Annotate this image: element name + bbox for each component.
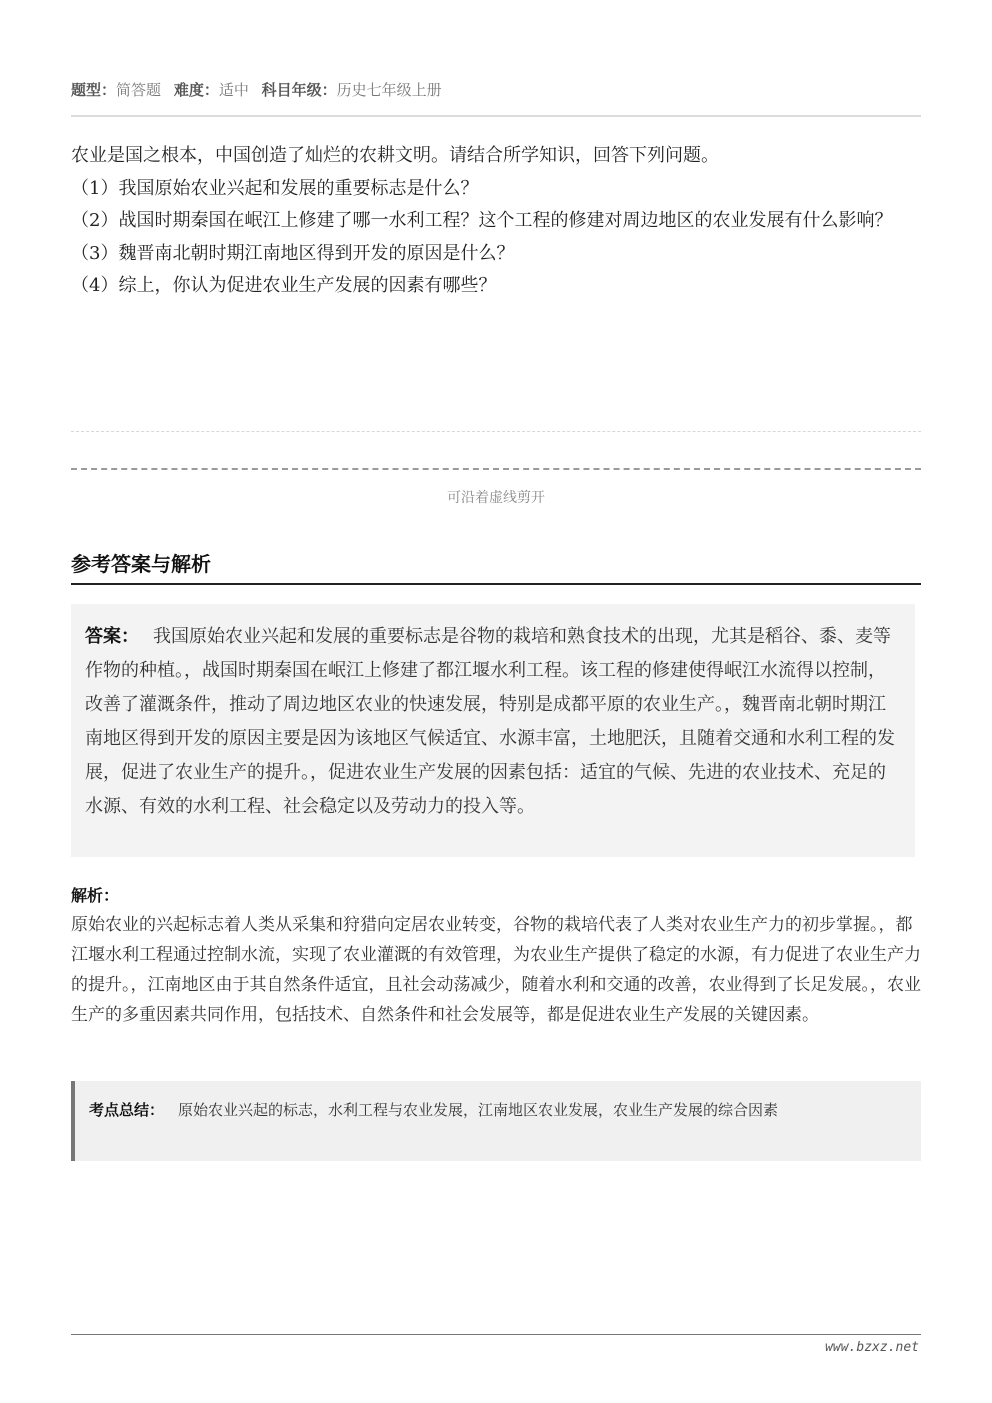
section-title: 参考答案与解析 [71,552,211,576]
type-label: 题型： [71,81,117,99]
type-value: 简答题 [116,81,162,99]
difficulty-label: 难度： [173,81,219,99]
footer-divider [71,1334,921,1335]
cut-note: 可沿着虚线剪开 [447,490,545,506]
cut-line [71,468,921,470]
answer-box [71,604,915,857]
question-body [71,140,921,303]
answer-label: 答案： [85,626,139,647]
answer-text: 我国原始农业兴起和发展的重要标志是谷物的栽培和熟食技术的出现，尤其是稻谷、黍、麦等作物的种植。，战国时期秦国在岷江上修建了都江堰水利工程。该工程的修建使得岷江水流得以控制，改善了灌溉条件，推动了周边地区农业的快速发展，特别是成都平原的农业生产。，魏晋南北朝时期江南地区得到开发的原因主要是因为该地区气候适宜、水源丰富，土地肥沃，且随着交通和水利工程的发展，促进了农业生产的提升。，促进农业生产发展的因素包括：适宜的气候、先进的农业技术、充足的水源、有效的水利工程、社会稳定以及劳动力的投入等。 [85,626,895,817]
footer-url: www.bzxz.net [825,1340,919,1355]
summary-box [71,1081,921,1161]
summary-text: 原始农业兴起的标志，水利工程与农业发展，江南地区农业发展，农业生产发展的综合因素 [178,1101,779,1119]
subject-label: 科目年级： [261,81,337,99]
question-intro: 农业是国之根本，中国创造了灿烂的农耕文明。请结合所学知识，回答下列问题。 [71,145,719,166]
question-item: （3）魏晋南北朝时期江南地区得到开发的原因是什么？ [71,242,515,264]
answer-space-divider [71,431,921,432]
summary-label: 考点总结： [89,1101,165,1119]
question-item: （4）综上，你认为促进农业生产发展的因素有哪些？ [71,275,497,296]
difficulty-value: 适中 [218,81,249,99]
analysis-text: 原始农业的兴起标志着人类从采集和狩猎向定居农业转变，谷物的栽培代表了人类对农业生产力的初步掌握。，都江堰水利工程通过控制水流，实现了农业灌溉的有效管理，为农业生产提供了稳定的水源，有力促进了农业生产力的提升。，江南地区由于其自然条件适宜，且社会动荡减少，随着水利和交通的改善，农业得到了长足发展。，农业生产的多重因素共同作用，包括技术、自然条件和社会发展等，都是促进农业生产发展的关键因素。 [71,915,921,1025]
question-meta [71,78,921,102]
section-divider [71,583,921,585]
question-item: （2）战国时期秦国在岷江上修建了哪一水利工程？这个工程的修建对周边地区的农业发展有什么影响？ [71,210,893,231]
subject-value: 历史七年级上册 [336,81,442,99]
question-item: （1）我国原始农业兴起和发展的重要标志是什么？ [71,177,479,199]
analysis-label: 解析： [71,886,120,905]
meta-divider [71,115,921,117]
